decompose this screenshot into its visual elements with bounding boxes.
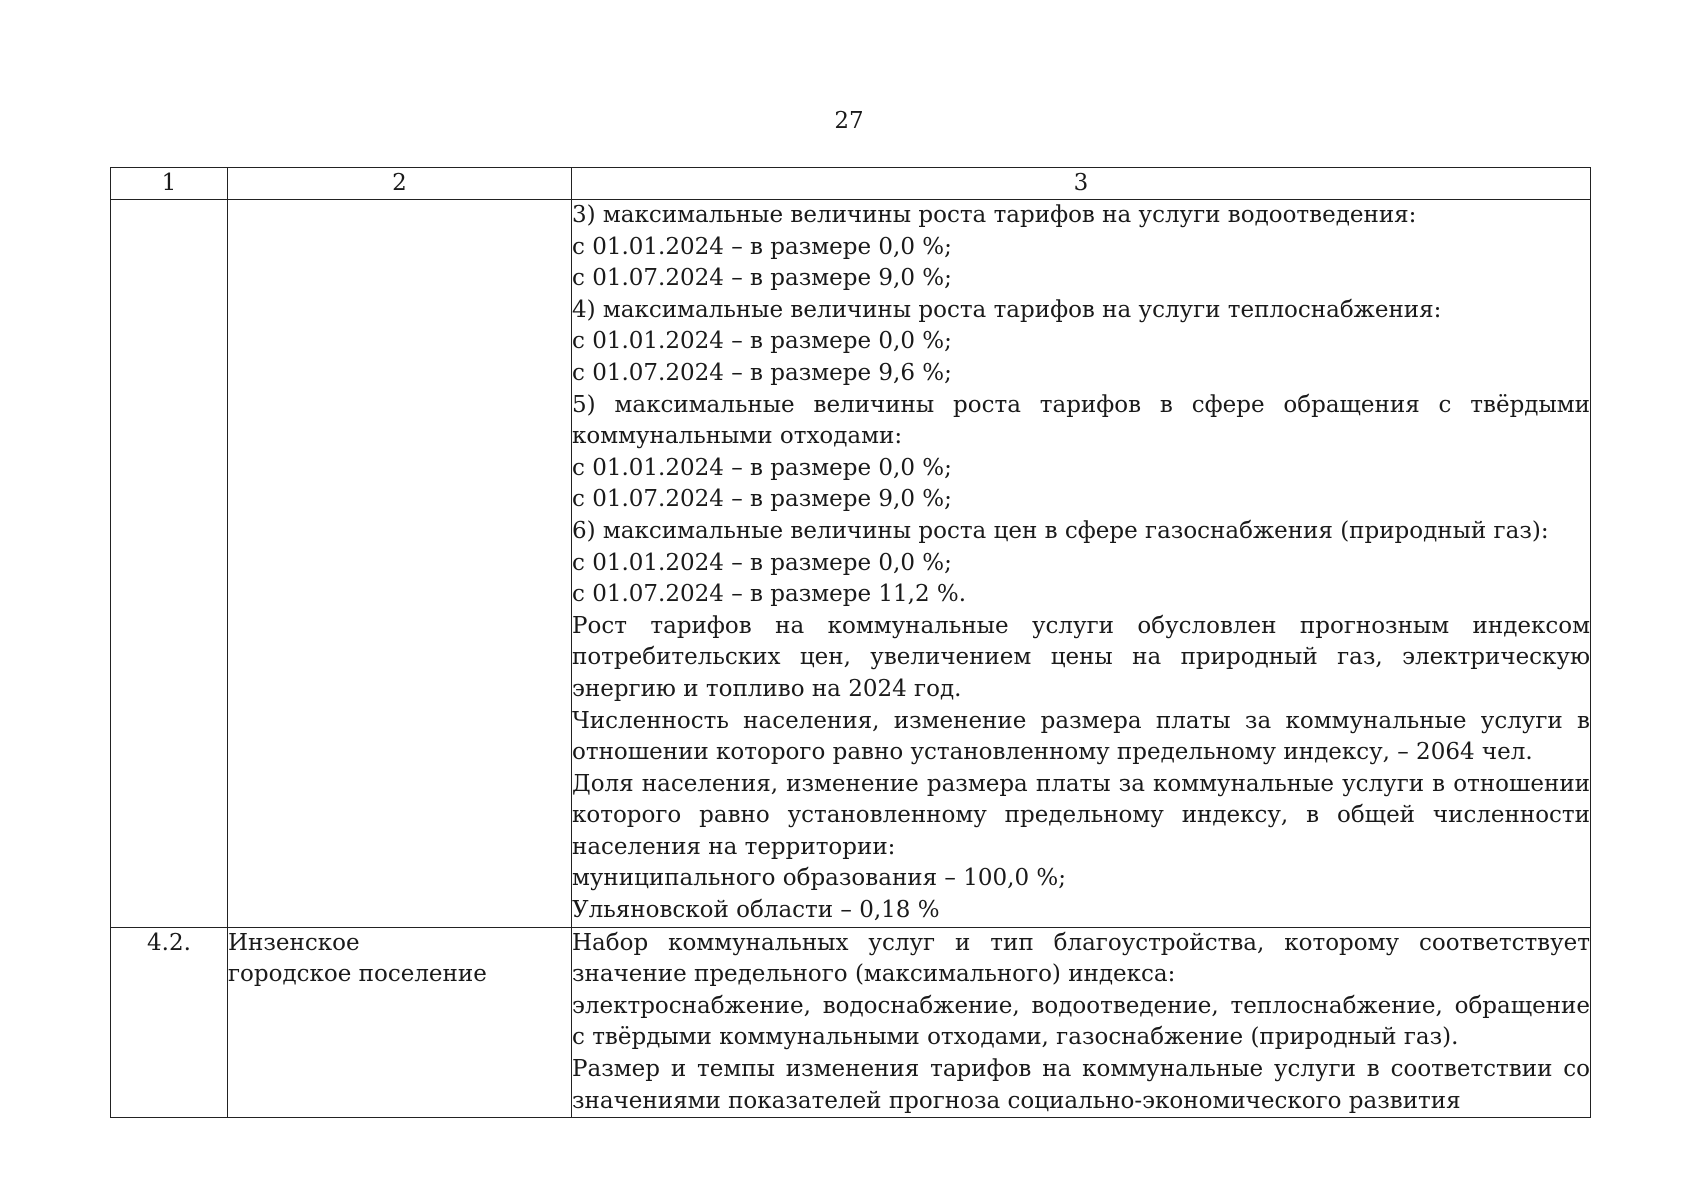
paragraph: 4) максимальные величины роста тарифов на услуги теплоснабжения: [572, 296, 1442, 323]
row-number: 4.2. [111, 927, 228, 1118]
paragraph: электроснабжение, водоснабжение, водоотведение, теплоснабжение, обращение с твёрдыми коммунальными отходами, газоснабжение (природный газ). [572, 992, 1590, 1051]
header-col-1: 1 [111, 168, 228, 200]
page-number: 27 [834, 108, 864, 134]
row-number [111, 200, 228, 928]
tariff-table [110, 167, 1591, 1118]
paragraph: Ульяновской области – 0,18 % [572, 897, 940, 924]
paragraph: Набор коммунальных услуг и тип благоустройства, которому соответствует значение предельного (максимального) индекса: [572, 929, 1590, 988]
row-description [572, 927, 1591, 1118]
paragraph: муниципального образования – 100,0 %; [572, 865, 1066, 892]
paragraph: Рост тарифов на коммунальные услуги обусловлен прогнозным индексом потребительских цен, увеличением цены на природный газ, электрическую энергию и топливо на 2024 год. [572, 612, 1590, 702]
paragraph: 5) максимальные величины роста тарифов в сфере обращения с твёрдыми коммунальными отходами: [572, 391, 1590, 450]
paragraph: с 01.01.2024 – в размере 0,0 %; [572, 454, 952, 481]
paragraph: с 01.07.2024 – в размере 9,0 %; [572, 265, 952, 292]
table-row [111, 927, 1591, 1118]
row-municipality [228, 927, 572, 1118]
table-row [111, 200, 1591, 928]
row-municipality [228, 200, 572, 928]
paragraph: с 01.07.2024 – в размере 9,0 %; [572, 486, 952, 513]
paragraph: Численность населения, изменение размера платы за коммунальные услуги в отношении которого равно установленному предельному индексу, – 2064 чел. [572, 707, 1590, 766]
municipality-name-line: городское поселение [228, 961, 487, 988]
paragraph: с 01.07.2024 – в размере 11,2 %. [572, 581, 967, 608]
paragraph-list [572, 928, 1590, 1118]
paragraph: Доля населения, изменение размера платы за коммунальные услуги в отношении которого равно установленному предельному индексу, в общей численности населения на территории: [572, 770, 1590, 860]
paragraph: с 01.01.2024 – в размере 0,0 %; [572, 233, 952, 260]
paragraph: 6) максимальные величины роста цен в сфере газоснабжения (природный газ): [572, 517, 1549, 544]
header-col-3: 3 [572, 168, 1591, 200]
paragraph: 3) максимальные величины роста тарифов на услуги водоотведения: [572, 202, 1417, 228]
header-col-2: 2 [228, 168, 572, 200]
paragraph: с 01.01.2024 – в размере 0,0 %; [572, 328, 952, 355]
row-description [572, 200, 1591, 928]
paragraph: Размер и темпы изменения тарифов на коммунальные услуги в соответствии со значениями показателей прогноза социально-экономического развития [572, 1056, 1590, 1114]
municipality-name-line: Инзенское [228, 929, 360, 956]
paragraph: с 01.07.2024 – в размере 9,6 %; [572, 359, 952, 386]
paragraph-list [572, 200, 1590, 927]
paragraph: с 01.01.2024 – в размере 0,0 %; [572, 549, 952, 576]
table-header-row [111, 168, 1591, 200]
